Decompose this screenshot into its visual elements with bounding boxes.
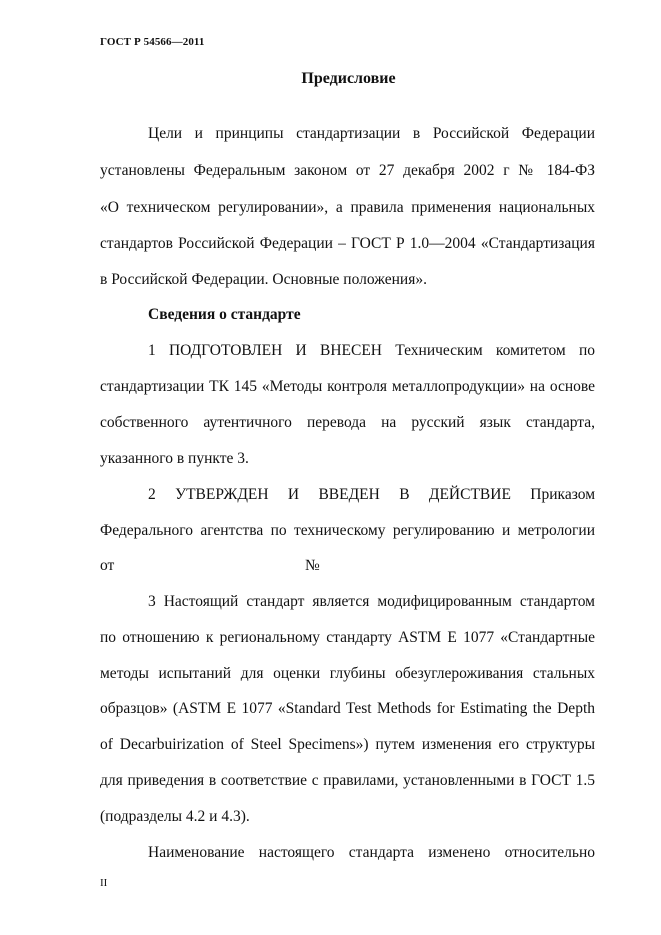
approval-date-line [100, 556, 595, 576]
paragraph-line: Цели и принципы стандартизации в Российской Федерации [148, 125, 595, 142]
paragraph-line: Наименование настоящего стандарта изменено относительно [148, 844, 595, 861]
paragraph-line: в Российской Федерации. Основные положения». [100, 271, 427, 288]
paragraph-line: установлены Федеральным законом от 27 декабря 2002 г № 184-ФЗ [100, 162, 595, 179]
paragraph-line: «О техническом регулировании», а правила применения национальных [100, 199, 595, 216]
paragraph-line: методы испытаний для оценки глубины обезуглероживания стальных [100, 665, 595, 682]
page-title: Предисловие [301, 70, 396, 87]
page-number: II [100, 877, 108, 889]
paragraph-line: of Decarbuirization of Steel Specimens») путем изменения его структуры [100, 736, 595, 753]
paragraph-line: 2 УТВЕРЖДЕН И ВВЕДЕН В ДЕЙСТВИЕ Приказом [148, 486, 595, 503]
date-from-label: от [100, 557, 115, 574]
section-heading: Сведения о стандарте [148, 306, 301, 323]
paragraph-line: собственного аутентичного перевода на русский язык стандарта, [100, 414, 595, 431]
paragraph-line: для приведения в соответствие с правилами, установленными в ГОСТ 1.5 [100, 772, 595, 789]
paragraph-line: по отношению к региональному стандарту ASTM E 1077 «Стандартные [100, 629, 595, 646]
order-number-sign: № [305, 557, 320, 574]
paragraph-line: стандартизации ТК 145 «Методы контроля металлопродукции» на основе [100, 378, 595, 395]
paragraph-line: указанного в пункте 3. [100, 450, 249, 467]
paragraph-line: (подразделы 4.2 и 4.3). [100, 808, 250, 825]
paragraph-line: стандартов Российской Федерации – ГОСТ Р 1.0—2004 «Стандартизация [100, 235, 595, 252]
paragraph-line: 1 ПОДГОТОВЛЕН И ВНЕСЕН Техническим комитетом по [148, 342, 595, 359]
document-header-code: ГОСТ Р 54566—2011 [100, 36, 205, 48]
paragraph-line: Федерального агентства по техническому регулированию и метрологии [100, 522, 595, 539]
paragraph-line: образцов» (ASTM E 1077 «Standard Test Methods for Estimating the Depth [100, 700, 595, 717]
paragraph-line: 3 Настоящий стандарт является модифицированным стандартом [148, 593, 595, 610]
